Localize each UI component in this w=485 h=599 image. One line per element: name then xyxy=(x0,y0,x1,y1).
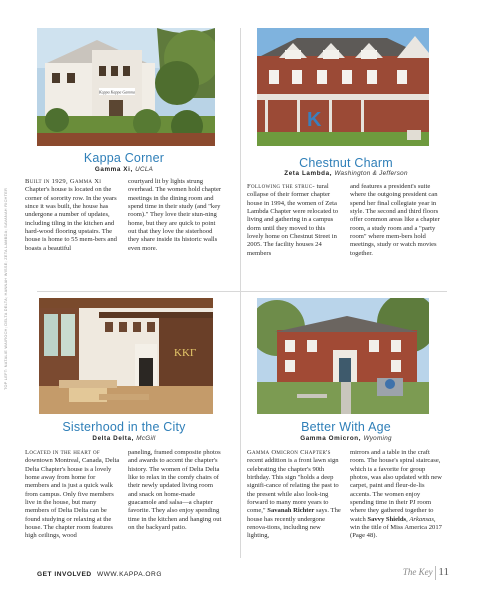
text-column-2 xyxy=(128,449,223,541)
vertical-divider xyxy=(240,28,241,558)
photo-kappa-corner xyxy=(37,28,215,146)
text-column-2 xyxy=(350,449,445,541)
footer-url-link[interactable]: WWW.KAPPA.ORG xyxy=(96,571,162,578)
card-subtitle xyxy=(247,170,445,177)
chapter-name: Zeta Lambda, xyxy=(284,170,333,177)
school-name: Wyoming xyxy=(363,435,392,442)
footer-label: GET INVOLVED xyxy=(37,571,92,578)
photo-better-with-age xyxy=(257,298,429,414)
card-subtitle xyxy=(25,435,223,442)
paragraph-text: tural collapse of their former chapter house in 1994, the women of Zeta Lambda Chapter were relocated to living and gathering in a campus dorm until they moved to this lovely home on Chestnut Street in 2005. The facility houses 24 members xyxy=(247,183,339,257)
photo-sisterhood xyxy=(39,298,213,414)
lead-in: Built in 1929, Gamma Xi xyxy=(25,178,102,185)
card-title: Sisterhood in the City xyxy=(62,420,186,434)
text-column-1 xyxy=(25,449,120,541)
page-number: 11 xyxy=(438,566,449,578)
paragraph-text: , win the title of Miss America 2017 (Page 48). xyxy=(350,515,442,540)
school-name: UCLA xyxy=(135,166,154,173)
paragraph-text: courtyard lit by lights strung overhead. The women hold chapter meetings in the dining room and spend time in their study (and "key room)." They love their stun-ning home, but they are quick to point out that they love the sisterhood they share inside its historic walls even more. xyxy=(128,178,222,252)
magazine-brand: The Key xyxy=(402,567,433,577)
svg-text:K: K xyxy=(307,109,322,131)
card-chestnut-charm xyxy=(247,28,455,298)
card-title: Chestnut Charm xyxy=(299,156,393,170)
card-title: Kappa Corner xyxy=(83,151,165,165)
person-name: Savanah Richter xyxy=(267,507,315,515)
paragraph-text: recent addition is a front lawn sign celebrating the chapter's 90th birthday. This sign "holds a deep signifi-cance of relating the past to the present while also look-ing forward to many more years to come," xyxy=(247,457,339,515)
card-subtitle xyxy=(25,166,223,173)
card-body xyxy=(247,183,445,258)
footer-page-info xyxy=(403,566,449,578)
text-column-2 xyxy=(128,178,223,253)
text-column-1 xyxy=(247,449,342,541)
chapter-name: Gamma Xi, xyxy=(94,166,133,173)
card-sisterhood-in-the-city xyxy=(25,298,235,558)
card-kappa-corner xyxy=(25,28,235,298)
text-column-2 xyxy=(350,183,445,258)
house-sign-text: Kappa Kappa Gamma xyxy=(98,89,136,95)
text-column-1 xyxy=(25,178,120,253)
card-better-with-age xyxy=(247,298,455,558)
card-title: Better With Age xyxy=(301,420,391,434)
card-subtitle xyxy=(247,435,445,442)
lead-in: Located in the heart of xyxy=(25,449,100,456)
chapter-name: Delta Delta, xyxy=(92,435,134,442)
card-body xyxy=(247,449,445,541)
paragraph-text: paneling, framed composite photos and awards to accent the chapter's history. The women of Delta Delta like to relax in the comfy chairs of their newly updated living room and snack on home-made guacamole and salsa—a chapter favorite. They also enjoy spending time in the kitchen and hanging out on the backyard patio. xyxy=(128,449,222,532)
paragraph-text: mirrors and a table in the craft room. The house's spiral staircase, which is a favorite for group photos, was also updated with new carpet, paint and fleur-de-lis accents. The women enjoy spending time in their PJ room where they gathered together to watch xyxy=(350,449,442,523)
chapter-name: Gamma Omicron, xyxy=(300,435,362,442)
paragraph-text: Chapter's house is located on the corner of sorority row. In the years since it was built, the house has undergone a number of updates, including tiling in the kitchen and hard-wood flooring upstairs. The house is home to 55 mem-bers and boasts a beautiful xyxy=(25,186,117,252)
photo-chestnut-charm xyxy=(257,28,429,146)
punctuation: , xyxy=(406,515,410,523)
letters-sign: ΚΚΓ xyxy=(174,347,197,359)
card-body xyxy=(25,449,223,541)
photo-credit: TOP LEFT: NATALIE WAIROCH; DELTA DELTA; HANNAH WISSE; ZETA LAMBDA; SAVANAH RICHTER xyxy=(4,187,8,390)
paragraph-text: downtown Montreal, Canada, Delta Delta Chapter's house is a lovely home away from home for members and is just a quick walk from campus. Only five members live in the house, but many members of Delta Delta can be found studying or relaxing at the house. The chapter room features high ceilings, wood xyxy=(25,457,120,540)
person-name: Savvy Shields xyxy=(367,515,407,523)
text-column-1 xyxy=(247,183,342,258)
lead-in: Gamma Omicron Chapter's xyxy=(247,449,331,456)
school-name: McGill xyxy=(136,435,156,442)
paragraph-text: says. The house has recently undergone renova-tions, including new lighting, xyxy=(247,507,341,540)
state-name: Arkansas xyxy=(409,515,434,523)
school-name: Washington & Jefferson xyxy=(334,170,408,177)
footer-tick-divider xyxy=(435,566,436,580)
horizontal-divider xyxy=(37,291,447,292)
lead-in: Following the struc- xyxy=(247,183,315,190)
card-body xyxy=(25,178,223,253)
footer-get-involved xyxy=(37,571,162,578)
paragraph-text: and features a president's suite where the outgoing president can spend her final collegiate year in style. The second and third floors offer common areas like a chapter room, a study room and a "party room" where mem-bers hold meetings, study or watch movies together. xyxy=(350,183,440,257)
